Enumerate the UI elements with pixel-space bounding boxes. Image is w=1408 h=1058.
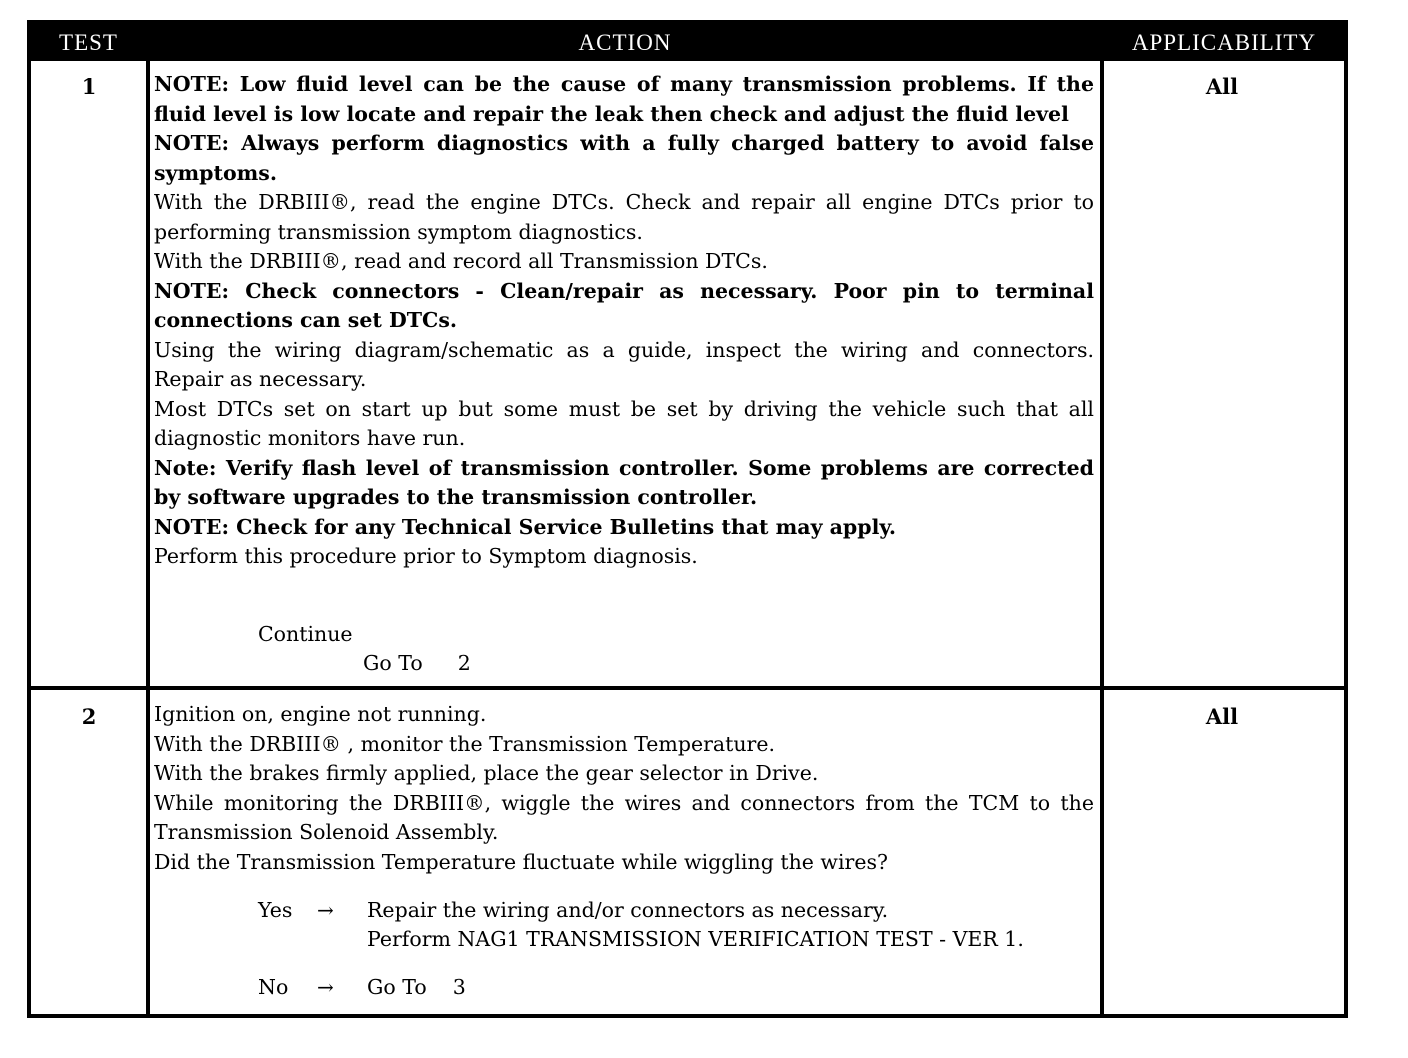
column-divider-2 <box>1100 24 1104 1014</box>
yes-label[interactable]: Yes <box>258 898 293 922</box>
action-text-1 <box>154 70 1094 572</box>
goto-target: 2 <box>457 651 471 675</box>
no-label[interactable]: No <box>258 975 289 999</box>
step-perform-procedure: Perform this procedure prior to Symptom diagnosis. <box>154 544 698 568</box>
row-divider <box>31 686 1344 690</box>
yes-result-verification[interactable]: Perform NAG1 TRANSMISSION VERIFICATION TEST - VER 1. <box>367 927 1024 951</box>
yes-result-repair: Repair the wiring and/or connectors as necessary. <box>367 898 889 922</box>
header-action: ACTION <box>578 30 672 55</box>
note-battery: NOTE: Always perform diagnostics with a fully charged battery to avoid false symptoms. <box>154 131 1094 185</box>
yes-arrow-icon: → <box>317 898 334 922</box>
applicability-1: All <box>1205 74 1239 99</box>
step-dtcs-start-up: Most DTCs set on start up but some must be set by driving the vehicle such that all diagnostic monitors have run. <box>154 396 1094 450</box>
header-applicability: APPLICABILITY <box>1131 30 1317 55</box>
step-brakes-applied: With the brakes firmly applied, place the gear selector in Drive. <box>154 761 819 785</box>
note-fluid-level: NOTE: Low fluid level can be the cause of many transmission problems. If the fluid level is low locate and repair the leak then check and adjust the fluid level <box>154 72 1094 126</box>
applicability-2: All <box>1205 704 1239 729</box>
test-number-2: 2 <box>81 704 97 729</box>
question-temperature-fluctuate: Did the Transmission Temperature fluctuate while wiggling the wires? <box>154 849 888 874</box>
goto-label: Go To <box>363 651 423 675</box>
step-wiggle-wires: While monitoring the DRBIII®, wiggle the wires and connectors from the TCM to the Transmission Solenoid Assembly. <box>154 790 1094 844</box>
no-arrow-icon: → <box>317 975 334 999</box>
note-connectors: NOTE: Check connectors - Clean/repair as necessary. Poor pin to terminal connections can set DTCs. <box>154 278 1094 332</box>
column-divider-1 <box>146 24 150 1014</box>
goto-link-test-2[interactable] <box>363 649 471 679</box>
continue-label: Continue <box>258 622 353 646</box>
step-record-transmission-dtcs: With the DRBIII®, read and record all Transmission DTCs. <box>154 249 768 273</box>
step-ignition-on: Ignition on, engine not running. <box>154 702 487 726</box>
step-read-engine-dtcs: With the DRBIII®, read the engine DTCs. Check and repair all engine DTCs prior to performing transmission symptom diagnostics. <box>154 190 1094 244</box>
table-header <box>31 24 1344 61</box>
no-result-goto[interactable]: Go To 3 <box>367 975 466 999</box>
action-text-2 <box>154 700 1094 877</box>
step-inspect-wiring: Using the wiring diagram/schematic as a guide, inspect the wiring and connectors. Repair as necessary. <box>154 337 1094 391</box>
header-test: TEST <box>59 30 118 55</box>
diagnostic-table <box>27 20 1348 1018</box>
step-monitor-temperature: With the DRBIII® , monitor the Transmission Temperature. <box>154 731 776 756</box>
note-flash-level: Note: Verify flash level of transmission controller. Some problems are corrected by software upgrades to the transmission controller. <box>154 455 1094 509</box>
test-number-1: 1 <box>81 74 97 99</box>
note-tsb: NOTE: Check for any Technical Service Bulletins that may apply. <box>154 514 897 539</box>
